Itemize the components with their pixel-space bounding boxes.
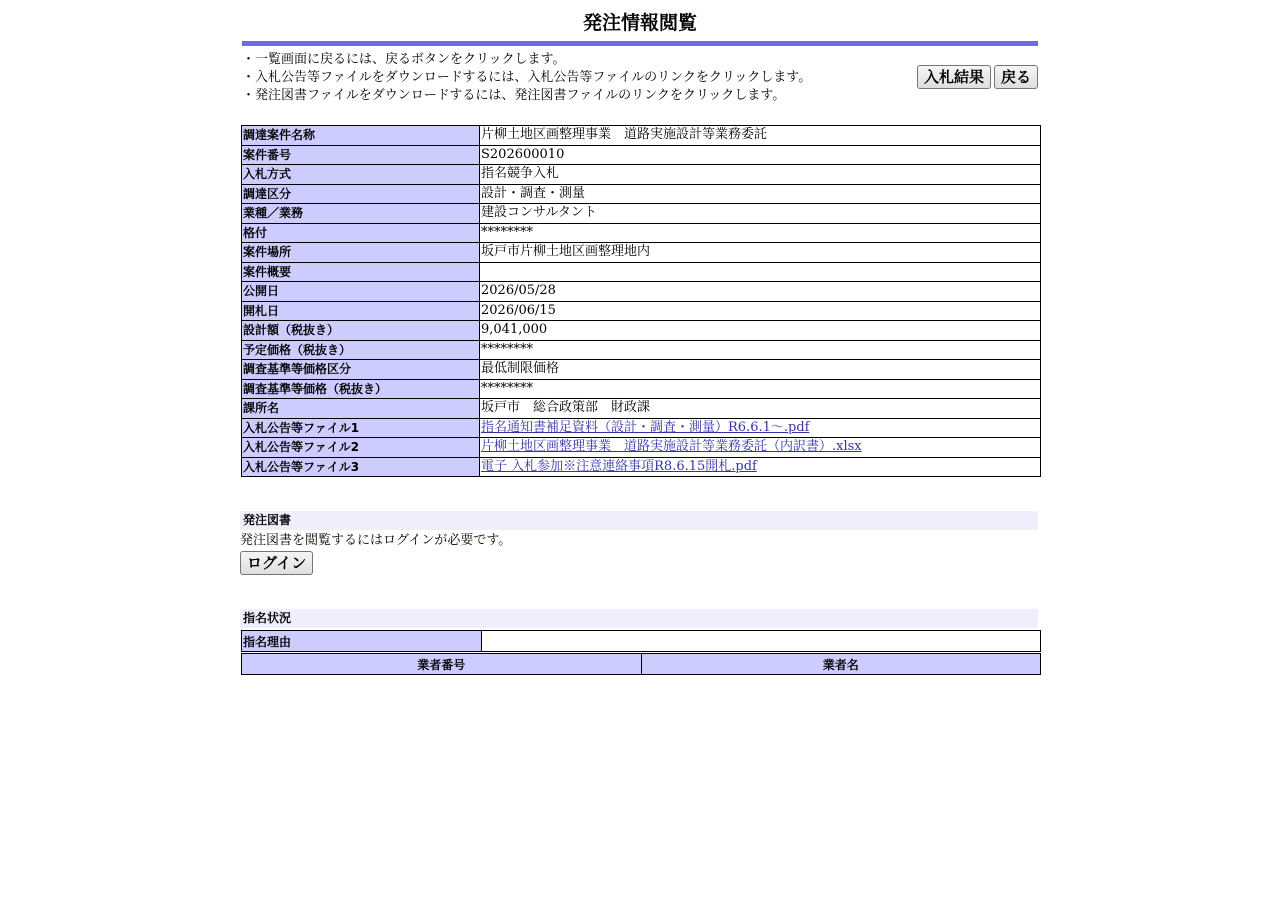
row-value <box>480 457 1041 477</box>
table-row <box>242 340 1041 360</box>
row-label: 入札公告等ファイル3 <box>242 457 480 477</box>
instructions-area <box>240 46 1040 116</box>
row-value: ******** <box>480 379 1041 399</box>
action-buttons <box>917 65 1038 89</box>
instruction-line: ・一覧画面に戻るには、戻るボタンをクリックします。 <box>242 52 566 67</box>
page-title: 発注情報閲覧 <box>582 12 697 34</box>
row-value <box>480 438 1041 458</box>
table-row <box>242 282 1041 302</box>
table-row <box>242 184 1041 204</box>
nomination-reason-table <box>241 630 1041 652</box>
table-row <box>242 379 1041 399</box>
row-label: 課所名 <box>242 399 480 419</box>
bid-result-button[interactable]: 入札結果 <box>917 65 991 89</box>
row-value <box>480 262 1041 282</box>
row-label: 入札公告等ファイル1 <box>242 418 480 438</box>
table-row <box>242 223 1041 243</box>
row-value: 2026/05/28 <box>480 282 1041 302</box>
row-value: 片柳土地区画整理事業 道路実施設計等業務委託 <box>480 126 1041 146</box>
row-label: 予定価格（税抜き） <box>242 340 480 360</box>
table-row <box>242 631 1041 652</box>
row-label: 業種／業務 <box>242 204 480 224</box>
table-header-row <box>242 654 1041 675</box>
row-value: 指名競争入札 <box>480 165 1041 185</box>
table-row <box>242 301 1041 321</box>
row-value: 建設コンサルタント <box>480 204 1041 224</box>
table-row <box>242 399 1041 419</box>
login-button[interactable]: ログイン <box>240 551 313 575</box>
login-required-note: 発注図書を閲覧するにはログインが必要です。 <box>240 533 512 548</box>
table-row <box>242 262 1041 282</box>
row-label: 入札方式 <box>242 165 480 185</box>
row-label: 案件番号 <box>242 145 480 165</box>
table-row <box>242 457 1041 477</box>
row-label: 格付 <box>242 223 480 243</box>
row-label: 入札公告等ファイル2 <box>242 438 480 458</box>
row-value: 9,041,000 <box>480 321 1041 341</box>
table-row <box>242 145 1041 165</box>
row-label: 調査基準等価格（税抜き） <box>242 379 480 399</box>
instruction-list <box>242 51 811 105</box>
row-label: 調査基準等価格区分 <box>242 360 480 380</box>
reason-value <box>482 631 1041 652</box>
back-button[interactable]: 戻る <box>994 65 1038 89</box>
row-value: 設計・調査・測量 <box>480 184 1041 204</box>
table-row <box>242 321 1041 341</box>
row-value: 坂戸市片柳土地区画整理地内 <box>480 243 1041 263</box>
nomination-heading: 指名状況 <box>240 609 1038 628</box>
table-row <box>242 126 1041 146</box>
row-value: ******** <box>480 340 1041 360</box>
row-value: 2026/06/15 <box>480 301 1041 321</box>
table-row <box>242 243 1041 263</box>
column-header-vendor-name: 業者名 <box>641 654 1041 675</box>
row-value <box>480 418 1041 438</box>
main-container <box>240 0 1040 675</box>
instruction-line: ・入札公告等ファイルをダウンロードするには、入札公告等ファイルのリンクをクリックします。 <box>242 70 812 85</box>
table-row <box>242 165 1041 185</box>
row-label: 案件場所 <box>242 243 480 263</box>
table-row <box>242 204 1041 224</box>
row-label: 調達区分 <box>242 184 480 204</box>
row-label: 公開日 <box>242 282 480 302</box>
row-value: S202600010 <box>480 145 1041 165</box>
row-label: 開札日 <box>242 301 480 321</box>
ordering-docs-heading: 発注図書 <box>240 511 1038 530</box>
file-link-3[interactable]: 電子 入札参加※注意連絡事項R8.6.15開札.pdf <box>481 458 757 474</box>
table-row <box>242 360 1041 380</box>
file-link-2[interactable]: 片柳土地区画整理事業 道路実施設計等業務委託（内訳書）.xlsx <box>481 439 862 455</box>
column-header-vendor-number: 業者番号 <box>242 654 642 675</box>
instruction-line: ・発注図書ファイルをダウンロードするには、発注図書ファイルのリンクをクリックします。 <box>242 88 786 103</box>
reason-label: 指名理由 <box>242 631 482 652</box>
file-link-1[interactable]: 指名通知書補足資料（設計・調査・測量）R6.6.1～.pdf <box>481 419 810 435</box>
row-value: 坂戸市 総合政策部 財政課 <box>480 399 1041 419</box>
table-row <box>242 438 1041 458</box>
row-label: 設計額（税抜き） <box>242 321 480 341</box>
table-row <box>242 418 1041 438</box>
case-details-table <box>241 125 1041 477</box>
row-label: 調達案件名称 <box>242 126 480 146</box>
row-label: 案件概要 <box>242 262 480 282</box>
row-value: 最低制限価格 <box>480 360 1041 380</box>
vendor-table <box>241 653 1041 675</box>
row-value: ******** <box>480 223 1041 243</box>
